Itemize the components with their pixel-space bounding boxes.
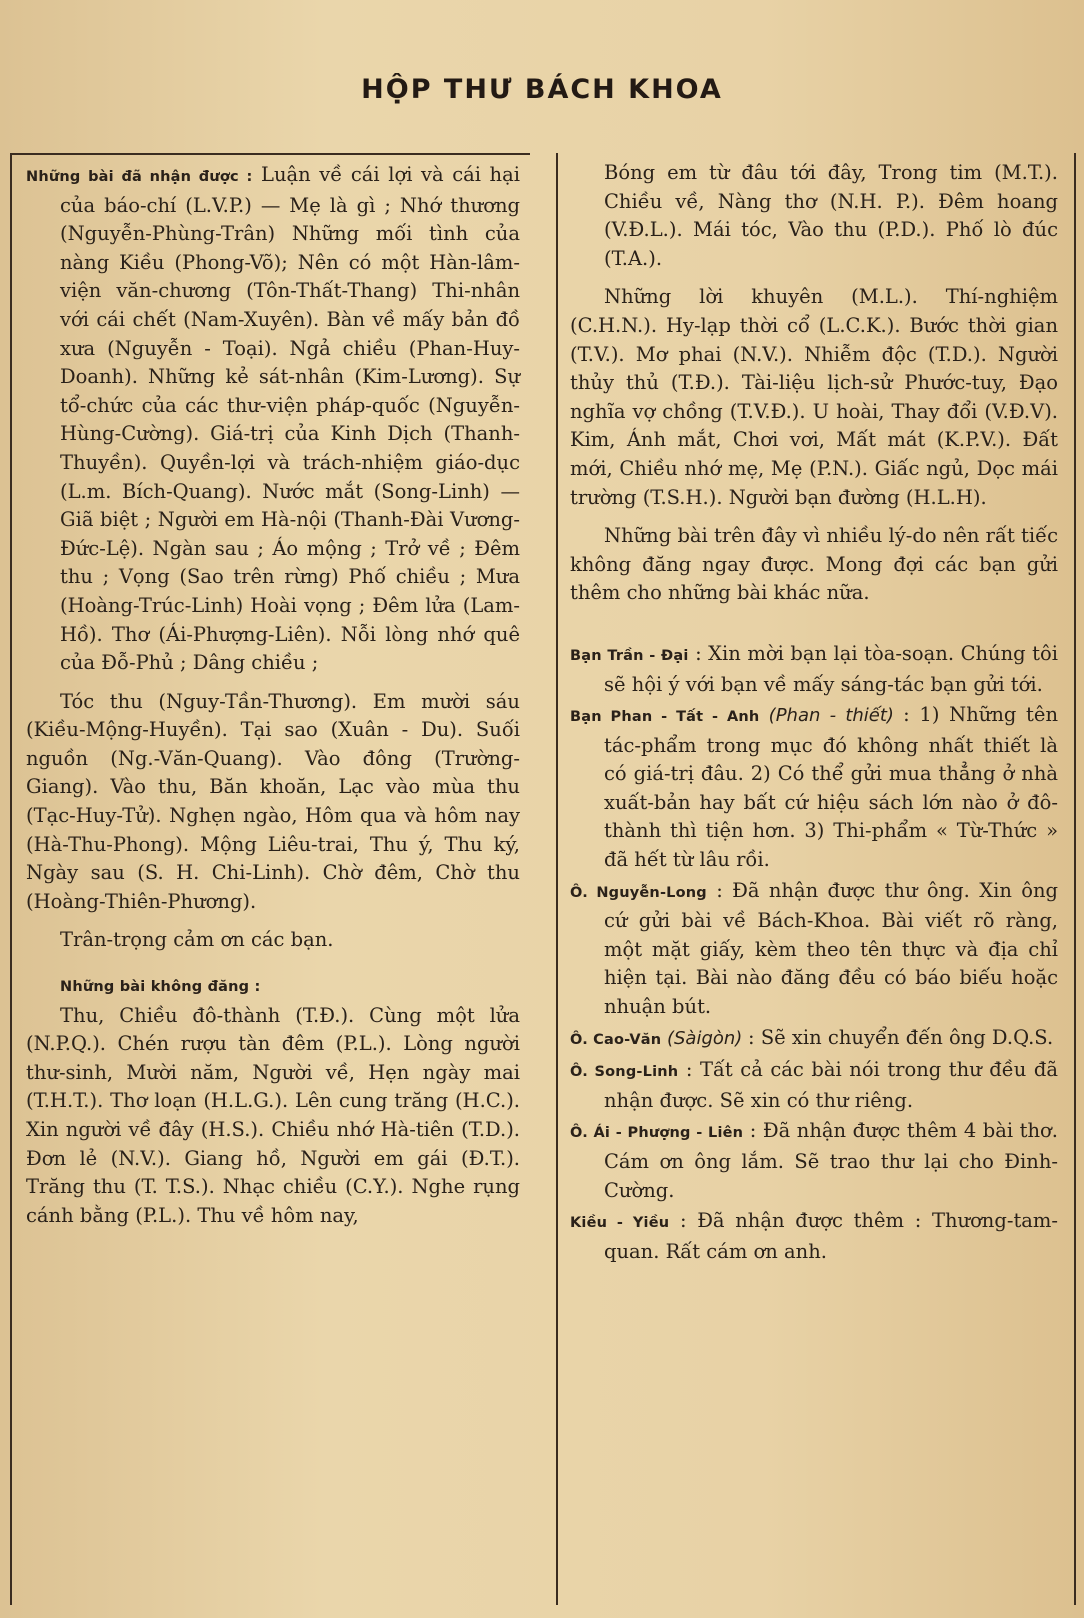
reply-place: (Sàigòn) (661, 1027, 749, 1049)
not-published-heading (26, 971, 520, 1002)
received-text: Luận về cái lợi và cái hại của báo-chí (L.V.P.) — Mẹ là gì ; Nhớ thương (Nguyễn-Phùng-Trân) Những mối tình của nàng Kiều (Phong-Võ); Nên có một Hàn-lâm-viện văn-chương (Tôn-Thất-Thang) Thi-nhân với cái chết (Nam-Xuyên). Bàn về mấy bản đồ xưa (Nguyễn - Toại). Ngả chiều (Phan-Huy-Doanh). Những kẻ sát-nhân (Kim-Lương). Sự tổ-chức của các thư-viện pháp-quốc (Nguyễn-Hùng-Cường). Giá-trị của Kinh Dịch (Thanh-Thuyền). Quyền-lợi và trách-nhiệm giáo-dục (L.m. Bích-Quang). Nước mắt (Song-Linh) — Giã biệt ; Người em Hà-nội (Thanh-Đài Vương-Đức-Lệ). Ngàn sau ; Áo mộng ; Trở về ; Đêm thu ; Vọng (Sao trên rừng) Phố chiều ; Mưa (Hoàng-Trúc-Linh) Hoài vọng ; Đêm lửa (Lam-Hồ). Thơ (Ái-Phượng-Liên). Nỗi lòng nhớ quê của Đỗ-Phủ ; Dâng chiều ; (60, 163, 520, 675)
not-published-text: Thu, Chiều đô-thành (T.Đ.). Cùng một lửa (N.P.Q.). Chén rượu tàn đêm (P.L.). Lòng người thư-sinh, Mười năm, Người về, Hẹn ngày mai (T.H.T.). Thơ loạn (H.L.G.). Lên cung trăng (H.C.). Xin người về đây (H.S.). Chiều nhớ Hà-tiên (T.D.). Đơn lẻ (N.V.). Giang hồ, Người em gái (Đ.T.). Trăng thu (T. T.S.). Nhạc chiều (C.Y.). Nghe rụng cánh bằng (P.L.). Thu về hôm nay, (26, 1003, 520, 1227)
reply-place: (Phan - thiết) (759, 705, 904, 727)
received-label: Những bài đã nhận được : (26, 169, 253, 185)
reply-note-song-linh (570, 1056, 1058, 1115)
reply-note-phan-tat-anh (570, 701, 1058, 875)
page-title: HỘP THƯ BÁCH KHOA (361, 74, 723, 105)
not-published-label: Những bài không đăng : (60, 979, 261, 996)
reply-text: : Sẽ xin chuyển đến ông D.Q.S. (748, 1025, 1054, 1049)
continued-text: Bóng em từ đâu tới đây, Trong tim (M.T.). Chiều về, Nàng thơ (N.H. P.). Đêm hoang (V.Đ.L.). Mái tóc, Vào thu (P.D.). Phố lò đúc (T.A.). (604, 161, 1058, 270)
received-paragraph (26, 161, 520, 678)
reply-name: Ô. Ái - Phượng - Liên (570, 1125, 744, 1142)
thanks-line: Trân-trọng cảm ơn các bạn. (60, 928, 334, 952)
reply-text: : Đã nhận được thư ông. Xin ông cứ gửi bài về Bách-Khoa. Bài viết rõ ràng, một mặt giấy, kèm theo tên thực và địa chỉ hiện tại. Bài nào đăng đều có báo biếu hoặc nhuận bút. (604, 878, 1059, 1019)
reply-name: Ô. Nguyễn-Long (570, 884, 707, 901)
reply-text: : Tất cả các bài nói trong thư đều đã nhận được. Sẽ xin có thư riêng. (604, 1058, 1058, 1112)
reply-name: Bạn Trần - Đại (570, 647, 689, 664)
reply-name: Bạn Phan - Tất - Anh (570, 709, 760, 726)
reply-name: Ô. Song-Linh (570, 1064, 679, 1081)
reply-name: Kiều - Yiều (570, 1215, 670, 1232)
reply-text: : Đã nhận được thêm 4 bài thơ. Cám ơn ông lắm. Sẽ trao thư lại cho Đinh-Cường. (604, 1119, 1058, 1202)
reply-note-tran-dai (570, 640, 1058, 699)
reply-text: : Đã nhận được thêm : Thương-tam-quan. Rất cám ơn anh. (604, 1209, 1058, 1263)
left-column (10, 153, 530, 1605)
reply-text: : 1) Những tên tác-phẩm trong mục đó không nhất thiết là có giá-trị đâu. 2) Có thể gửi mua thẳng ở nhà xuất-bản hay bất cứ hiệu sách lớn nào ở đô-thành thì tiện hơn. 3) Thi-phẩm « Từ-Thức » đã hết từ lâu rồi. (604, 703, 1058, 872)
reply-text: : Xin mời bạn lại tòa-soạn. Chúng tôi sẽ hội ý với bạn về mấy sáng-tác bạn gửi tới. (604, 641, 1058, 696)
reply-note-cao-van (570, 1024, 1058, 1055)
reply-note-nguyen-long (570, 877, 1058, 1022)
reply-note-kieu-yieu (570, 1207, 1058, 1266)
right-column (556, 153, 1076, 1605)
continued-text-3: Những bài trên đây vì nhiều lý-do nên rất tiếc không đăng ngay được. Mong đợi các bạn gửi thêm cho những bài khác nữa. (570, 524, 1058, 605)
reply-note-ai-phuong-lien (570, 1117, 1058, 1205)
continued-text-2: Những lời khuyên (M.L.). Thí-nghiệm (C.H.N.). Hy-lạp thời cổ (L.C.K.). Bước thời gian (T.V.). Mơ phai (N.V.). Nhiễm độc (T.D.). Người thủy thủ (T.Đ.). Tài-liệu lịch-sử Phước-tuy, Đạo nghĩa vợ chồng (T.V.Đ.). U hoài, Thay đổi (V.Đ.V). Kim, Ánh mắt, Chơi vơi, Mất mát (K.P.V.). Đất mới, Chiều nhớ mẹ, Mẹ (P.N.). Giấc ngủ, Dọc mái trường (T.S.H.). Người bạn đường (H.L.H). (570, 285, 1058, 509)
reply-name: Ô. Cao-Văn (570, 1031, 662, 1048)
received-paragraph-2: Tóc thu (Nguy-Tần-Thương). Em mười sáu (Kiều-Mộng-Huyền). Tại sao (Xuân - Du). Suối nguồn (Ng.-Văn-Quang). Vào đông (Trường-Giang). Vào thu, Băn khoăn, Lạc vào mùa thu (Tạc-Huy-Tử). Nghẹn ngào, Hôm qua và hôm nay (Hà-Thu-Phong). Mộng Liêu-trai, Thu ý, Thu ký, Ngày sau (S. H. Chi-Linh). Chờ đêm, Chờ thu (Hoàng-Thiên-Phương). (26, 689, 520, 913)
